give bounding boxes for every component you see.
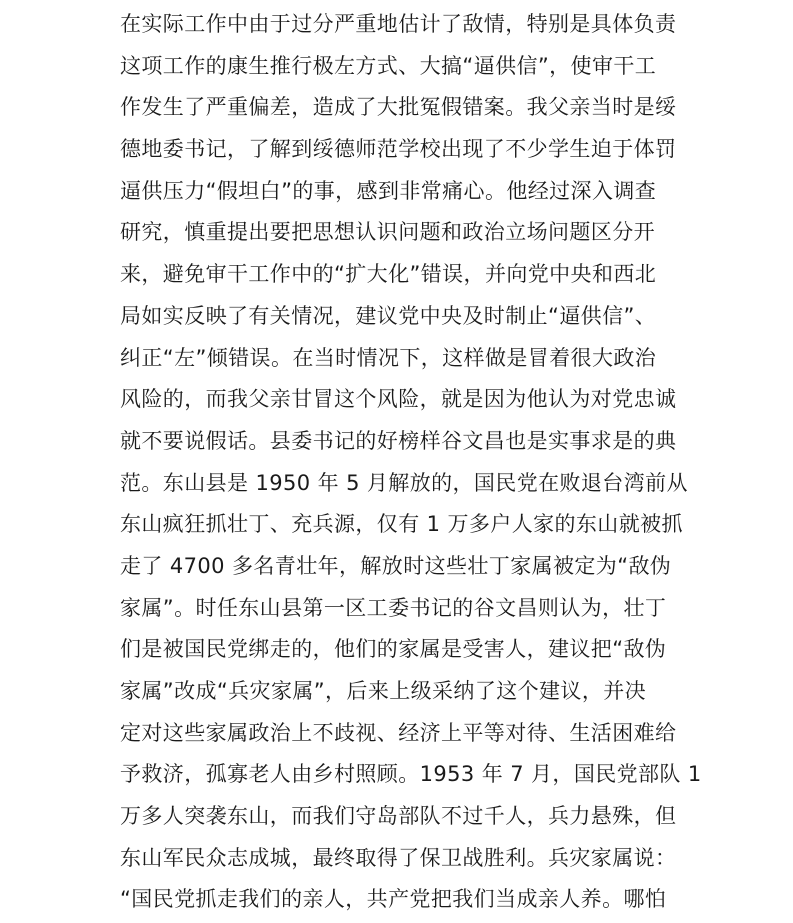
text-line: 万多人突袭东山，而我们守岛部队不过千人，兵力悬殊，但: [120, 804, 677, 829]
text-line: 纠正“左”倾错误。在当时情况下，这样做是冒着很大政治: [120, 345, 657, 370]
text-line: “国民党抓走我们的亲人，共产党把我们当成亲人养。哪怕: [120, 887, 667, 912]
text-line: 东山军民众志成城，最终取得了保卫战胜利。兵灾家属说：: [120, 845, 677, 870]
text-line: 德地委书记，了解到绥德师范学校出现了不少学生迫于体罚: [120, 137, 677, 162]
text-line: 在实际工作中由于过分严重地估计了敌情，特别是具体负责: [120, 12, 677, 36]
body-text: [120, 4, 702, 921]
text-line: 这项工作的康生推行极左方式、大搞“逼供信”，使审干工: [120, 53, 657, 78]
text-line: 定对这些家属政治上不歧视、经济上平等对待、生活困难给: [120, 720, 677, 745]
text-line: 东山疯狂抓壮丁、充兵源，仅有 1 万多户人家的东山就被抓: [120, 512, 683, 537]
text-line: 作发生了严重偏差，造成了大批冤假错案。我父亲当时是绥: [120, 95, 677, 120]
text-line: 来，避免审干工作中的“扩大化”错误，并向党中央和西北: [120, 262, 657, 287]
text-line: 走了 4700 多名青壮年，解放时这些壮丁家属被定为“敌伪: [120, 553, 672, 578]
text-line: 们是被国民党绑走的，他们的家属是受害人，建议把“敌伪: [120, 637, 667, 662]
text-line: 风险的，而我父亲甘冒这个风险，就是因为他认为对党忠诚: [120, 387, 677, 412]
text-line: 研究，慎重提出要把思想认识问题和政治立场问题区分开: [120, 220, 655, 245]
text-line: 家属”。时任东山县第一区工委书记的谷文昌则认为，壮丁: [120, 595, 667, 620]
text-line: 家属”改成“兵灾家属”，后来上级采纳了这个建议，并决: [120, 679, 647, 703]
text-line: 局如实反映了有关情况，建议党中央及时制止“逼供信”、: [120, 303, 657, 328]
text-line: 范。东山县是 1950 年 5 月解放的，国民党在败退台湾前从: [120, 470, 688, 495]
text-line: 逼供压力“假坦白”的事，感到非常痛心。他经过深入调查: [120, 178, 657, 203]
text-line: 予救济，孤寡老人由乡村照顾。1953 年 7 月，国民党部队 1: [120, 762, 702, 787]
text-line: 就不要说假话。县委书记的好榜样谷文昌也是实事求是的典: [120, 428, 677, 453]
